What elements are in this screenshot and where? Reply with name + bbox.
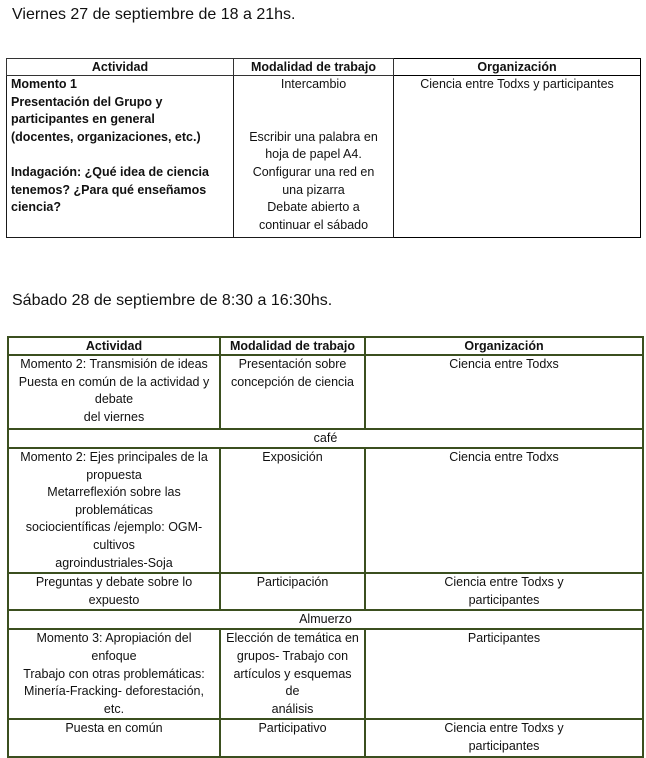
activity-line: Metarreflexión sobre las problemáticas (47, 485, 181, 517)
saturday-heading: Sábado 28 de septiembre de 8:30 a 16:30hs. (12, 292, 333, 309)
organization-cell (365, 573, 643, 610)
modality-cell (220, 719, 365, 756)
organization-cell (365, 719, 643, 756)
activity-line: Momento 2: Transmisión de ideas (20, 357, 208, 371)
activity-cell (8, 355, 220, 429)
modality-line: concepción de ciencia (231, 374, 354, 389)
activity-cell (8, 629, 220, 719)
table-header-row (7, 59, 641, 76)
modality-line: continuar el sábado (258, 217, 369, 232)
activity-line: Trabajo con otras problemáticas: (23, 666, 205, 681)
table-header-row (8, 337, 643, 355)
header-organization: Organización (365, 337, 643, 355)
modality-line: Configurar una red en (252, 164, 375, 179)
activity-line: Momento 3: Apropiación del enfoque (36, 631, 192, 663)
activity-line: propuesta (86, 467, 142, 482)
modality-cell (220, 629, 365, 719)
modality-line: análisis (271, 701, 314, 716)
activity-line: agroindustriales-Soja (55, 555, 173, 570)
table-row (8, 629, 643, 719)
activity-line: participantes en general (11, 112, 155, 127)
activity-line: Puesta en común de la actividad y debate (18, 374, 210, 407)
header-organization: Organización (394, 59, 641, 76)
modality-cell (220, 573, 365, 610)
break-row (8, 429, 643, 448)
activity-line: del viernes (83, 409, 145, 424)
activity-cell (8, 573, 220, 610)
break-row (8, 610, 643, 629)
organization-line: Ciencia entre Todxs y (444, 721, 564, 736)
activity-line: (docentes, organizaciones, etc.) (11, 129, 201, 144)
modality-line: Escribir una palabra en (249, 129, 378, 144)
header-activity: Actividad (7, 59, 234, 76)
table-row (7, 76, 641, 238)
modality-line: Participación (256, 575, 329, 590)
activity-question: ciencia? (11, 200, 62, 215)
break-label: Almuerzo (8, 610, 643, 629)
friday-heading: Viernes 27 de septiembre de 18 a 21hs. (12, 6, 296, 23)
saturday-schedule-table (7, 336, 644, 758)
modality-line: Elección de temática en (226, 631, 359, 646)
friday-schedule-table (6, 58, 641, 238)
table-row (8, 448, 643, 573)
modality-cell (234, 76, 394, 238)
organization-line: participantes (468, 738, 540, 753)
break-label: café (8, 429, 643, 448)
modality-line: grupos- Trabajo con (236, 648, 349, 663)
organization-line: Ciencia entre Todxs (449, 450, 559, 464)
activity-line: Minería-Fracking- deforestación, etc. (24, 684, 204, 716)
organization-cell (365, 448, 643, 573)
modality-line: Presentación sobre (238, 357, 347, 371)
header-modality: Modalidad de trabajo (234, 59, 394, 76)
organization-line: Ciencia entre Todxs (449, 357, 559, 371)
modality-cell (220, 355, 365, 429)
activity-line: Presentación del Grupo y (11, 94, 163, 109)
activity-title: Momento 1 (11, 77, 77, 91)
table-row (8, 573, 643, 610)
activity-cell (7, 76, 234, 238)
organization-line: Ciencia entre Todxs y (444, 575, 564, 590)
activity-line: Preguntas y debate sobre lo expuesto (35, 575, 193, 607)
activity-line: Puesta en común (65, 721, 163, 736)
spacer (238, 94, 389, 112)
table-row (8, 355, 643, 429)
organization-line: Participantes (467, 631, 541, 646)
header-activity: Actividad (8, 337, 220, 355)
spacer (238, 111, 389, 129)
activity-cell (8, 448, 220, 573)
table-row (8, 719, 643, 756)
activity-line: sociocientíficas /ejemplo: OGM-cultivos (25, 520, 203, 552)
modality-line: una pizarra (282, 182, 345, 197)
modality-line: Debate abierto a (267, 200, 360, 215)
organization-cell (365, 629, 643, 719)
modality-line: Participativo (258, 721, 327, 736)
modality-line: Intercambio (280, 77, 347, 91)
activity-line: Momento 2: Ejes principales de la (20, 450, 208, 464)
header-modality: Modalidad de trabajo (220, 337, 365, 355)
modality-cell (220, 448, 365, 573)
activity-cell (8, 719, 220, 756)
organization-cell: Ciencia entre Todxs y participantes (394, 76, 641, 238)
activity-question: Indagación: ¿Qué idea de ciencia (11, 164, 209, 179)
modality-line: Exposición (262, 450, 323, 464)
activity-question: tenemos? ¿Para qué enseñamos (11, 182, 207, 197)
modality-line: hoja de papel A4. (265, 147, 362, 162)
spacer (11, 146, 229, 164)
modality-line: artículos y esquemas de (233, 666, 352, 699)
organization-cell (365, 355, 643, 429)
organization-line: participantes (468, 592, 540, 607)
